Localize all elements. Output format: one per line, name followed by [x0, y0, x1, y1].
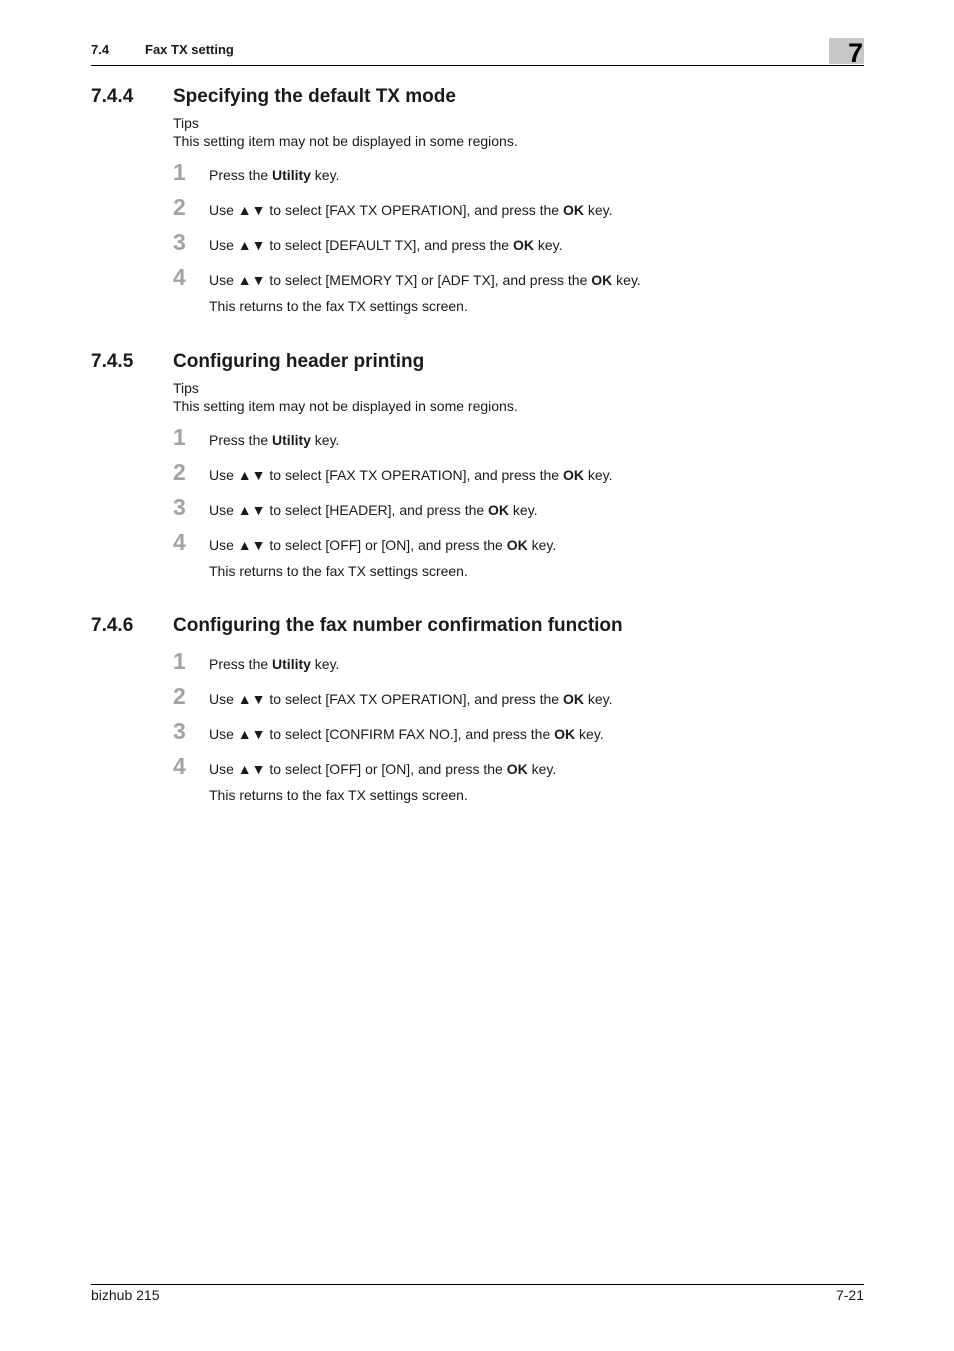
footer-product: bizhub 215 [91, 1287, 160, 1303]
section-7-4-4 [91, 86, 864, 315]
key-name: OK [554, 726, 576, 742]
section-title: Configuring header printing [173, 351, 425, 372]
step-number: 1 [173, 159, 186, 185]
step-text: Use ▲▼ to select [OFF] or [ON], and press the OK key. [209, 761, 557, 777]
step-number: 2 [173, 683, 186, 709]
section-number: 7.4.6 [91, 615, 134, 636]
step-text: Use ▲▼ to select [FAX TX OPERATION], and press the OK key. [209, 691, 613, 707]
step-2 [91, 194, 864, 236]
key-name: Utility [272, 432, 311, 448]
section-7-4-5 [91, 351, 864, 580]
step-4 [91, 264, 864, 306]
step-number: 3 [173, 718, 186, 744]
step-number: 1 [173, 424, 186, 450]
step-number: 2 [173, 459, 186, 485]
step-text: Use ▲▼ to select [FAX TX OPERATION], and press the OK key. [209, 467, 613, 483]
step-1 [91, 424, 864, 466]
chapter-number: 7 [847, 38, 863, 68]
tips-text: This setting item may not be displayed in some regions. [173, 132, 518, 149]
step-text: Use ▲▼ to select [MEMORY TX] or [ADF TX], and press the OK key. [209, 272, 641, 288]
section-number: 7.4.5 [91, 351, 134, 372]
step-text: Press the Utility key. [209, 432, 340, 448]
step-1 [91, 159, 864, 201]
tips-text: This setting item may not be displayed in some regions. [173, 397, 518, 414]
header-section-number: 7.4 [91, 42, 110, 57]
section-7-4-6 [91, 615, 864, 804]
step-text: Press the Utility key. [209, 656, 340, 672]
step-number: 1 [173, 648, 186, 674]
tips-block [173, 380, 864, 415]
key-name: Utility [272, 656, 311, 672]
section-number: 7.4.4 [91, 86, 134, 107]
step-text: Use ▲▼ to select [OFF] or [ON], and press the OK key. [209, 537, 557, 553]
step-4 [91, 753, 864, 795]
section-title: Configuring the fax number confirmation function [173, 615, 623, 636]
step-text: Press the Utility key. [209, 167, 340, 183]
section-heading [91, 615, 864, 641]
step-text: Use ▲▼ to select [HEADER], and press the OK key. [209, 502, 538, 518]
section-heading [91, 86, 864, 112]
step-text: Use ▲▼ to select [DEFAULT TX], and press the OK key. [209, 237, 563, 253]
key-name: OK [506, 537, 528, 553]
step-text: Use ▲▼ to select [FAX TX OPERATION], and press the OK key. [209, 202, 613, 218]
step-number: 2 [173, 194, 186, 220]
footer-page-number: 7-21 [835, 1287, 864, 1303]
step-result: This returns to the fax TX settings screen. [209, 787, 468, 803]
page-footer [91, 1284, 864, 1303]
step-3 [91, 718, 864, 760]
key-name: OK [563, 467, 584, 483]
chapter-tab [829, 38, 864, 68]
key-name: OK [506, 761, 528, 777]
section-heading [91, 351, 864, 377]
section-title: Specifying the default TX mode [173, 86, 456, 107]
tips-label: Tips [173, 115, 199, 131]
step-2 [91, 683, 864, 725]
step-2 [91, 459, 864, 501]
step-result: This returns to the fax TX settings screen. [209, 563, 468, 579]
step-number: 3 [173, 229, 186, 255]
step-result: This returns to the fax TX settings screen. [209, 298, 468, 314]
tips-label: Tips [173, 380, 199, 396]
key-name: OK [512, 237, 534, 253]
tips-block [173, 115, 864, 150]
header-section-title: Fax TX setting [145, 42, 234, 57]
step-number: 4 [173, 529, 186, 555]
step-1 [91, 648, 864, 690]
header-rule [91, 65, 864, 66]
key-name: Utility [272, 167, 311, 183]
key-name: OK [591, 272, 613, 288]
step-3 [91, 494, 864, 536]
key-name: OK [563, 691, 584, 707]
footer-rule [91, 1284, 864, 1285]
step-number: 4 [173, 753, 186, 779]
step-text: Use ▲▼ to select [CONFIRM FAX NO.], and press the OK key. [209, 726, 604, 742]
step-number: 4 [173, 264, 186, 290]
page-header [91, 40, 864, 66]
step-4 [91, 529, 864, 571]
key-name: OK [563, 202, 584, 218]
key-name: OK [488, 502, 510, 518]
step-3 [91, 229, 864, 271]
step-number: 3 [173, 494, 186, 520]
